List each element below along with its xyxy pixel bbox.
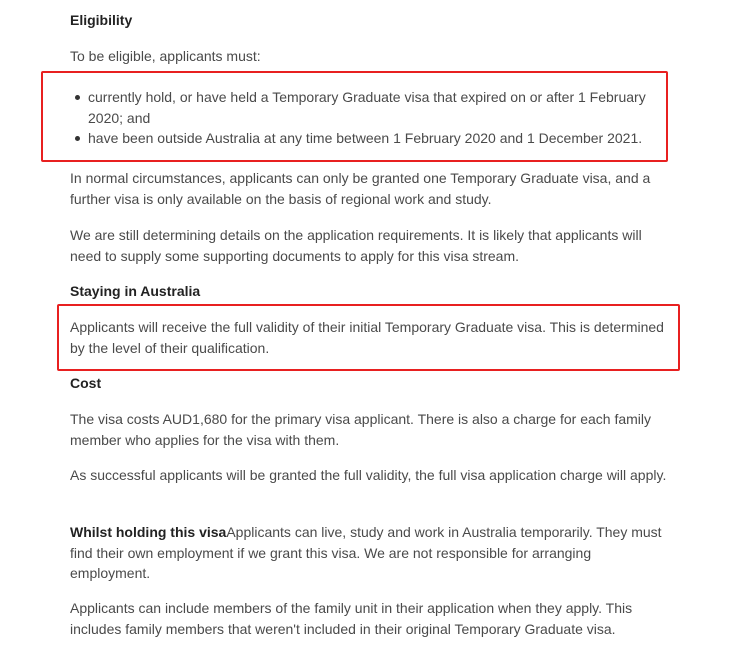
cost-charge-paragraph: The visa costs AUD1,680 for the primary visa applicant. There is also a charge for each family member who applies for the visa with them. xyxy=(70,411,652,448)
full-charge-paragraph: As successful applicants will be granted the full validity, the full visa application charge will apply. xyxy=(70,467,667,483)
holding-visa-paragraph xyxy=(70,522,670,584)
eligibility-heading: Eligibility xyxy=(70,12,133,28)
eligibility-intro: To be eligible, applicants must: xyxy=(70,48,261,64)
staying-heading: Staying in Australia xyxy=(70,283,201,299)
eligibility-bullet-list xyxy=(70,87,660,149)
bullet-icon xyxy=(75,95,80,100)
normal-circumstances-paragraph: In normal circumstances, applicants can only be granted one Temporary Graduate visa, and a further visa is only available on the basis of regional work and study. xyxy=(70,170,651,207)
bullet-icon xyxy=(75,136,80,141)
holding-visa-label: Whilst holding this visa xyxy=(70,524,227,540)
family-members-paragraph: Applicants can include members of the family unit in their application when they apply. This includes family members that weren't included in their original Temporary Graduate visa. xyxy=(70,600,633,637)
determining-details-paragraph: We are still determining details on the application requirements. It is likely that applicants will need to supply some supporting documents to apply for this visa stream. xyxy=(70,227,642,264)
eligibility-bullet-text: currently hold, or have held a Temporary Graduate visa that expired on or after 1 February 2020; and xyxy=(88,89,646,126)
staying-paragraph: Applicants will receive the full validity of their initial Temporary Graduate visa. This is determined by the level of their qualification. xyxy=(70,319,664,356)
cost-heading: Cost xyxy=(70,375,102,391)
list-item xyxy=(70,128,660,149)
holding-visa-text: Applicants can live, study and work in Australia temporarily. They must find their own employment if we grant this visa. We are not responsible for arranging employment. xyxy=(70,524,662,581)
list-item xyxy=(70,87,660,128)
eligibility-bullet-text: have been outside Australia at any time between 1 February 2020 and 1 December 2021. xyxy=(88,130,643,146)
